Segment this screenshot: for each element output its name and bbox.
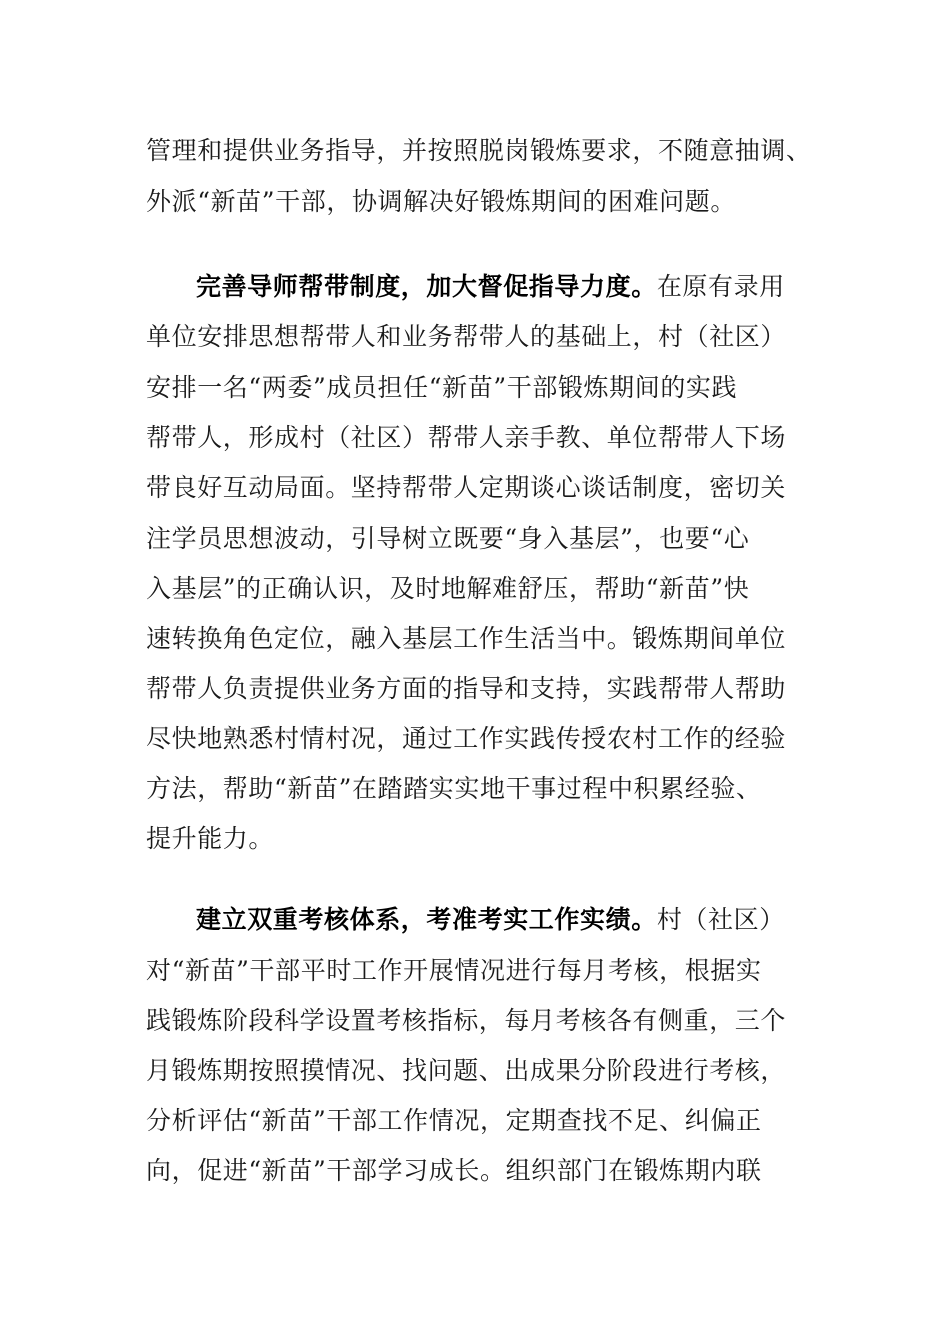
p3-line-5: 分析评估“新苗”干部工作情况，定期查找不足、纠偏正 <box>146 1106 762 1135</box>
p2-line-5: 带良好互动局面。坚持帮带人定期谈心谈话制度，密切关 <box>146 473 787 502</box>
p1-line-2: 外派“新苗”干部，协调解决好锻炼期间的困难问题。 <box>146 187 736 216</box>
p3-heading: 建立双重考核体系，考准考实工作实绩。 <box>196 905 657 934</box>
p3-line-1 <box>196 896 806 944</box>
p3-line-6: 向，促进“新苗”干部学习成长。组织部门在锻炼期内联 <box>146 1156 762 1185</box>
p2-line-9: 帮带人负责提供业务方面的指导和支持，实践帮带人帮助 <box>146 674 787 703</box>
p2-line-1-rest: 在原有录用 <box>656 272 785 301</box>
p2-line-8: 速转换角色定位，融入基层工作生活当中。锻炼期间单位 <box>146 624 787 653</box>
p2-line-10: 尽快地熟悉村情村况，通过工作实践传授农村工作的经验 <box>146 724 787 753</box>
p2-line-7: 入基层”的正确认识，及时地解难舒压，帮助“新苗”快 <box>146 574 750 603</box>
p2-line-11: 方法，帮助“新苗”在踏踏实实地干事过程中积累经验、 <box>146 774 762 803</box>
p3-line-1-rest: 村（社区） <box>656 905 785 934</box>
p2-line-6: 注学员思想波动，引导树立既要“身入基层”，也要“心 <box>146 524 750 553</box>
p2-heading: 完善导师帮带制度，加大督促指导力度。 <box>196 272 657 301</box>
p2-line-2: 单位安排思想帮带人和业务帮带人的基础上，村（社区） <box>146 322 787 351</box>
p2-line-12: 提升能力。 <box>146 824 275 853</box>
p3-line-4: 月锻炼期按照摸情况、找问题、出成果分阶段进行考核， <box>146 1056 787 1085</box>
p3-line-2: 对“新苗”干部平时工作开展情况进行每月考核，根据实 <box>146 956 762 985</box>
p2-line-4: 帮带人，形成村（社区）帮带人亲手教、单位帮带人下场 <box>146 423 787 452</box>
p2-line-1 <box>196 263 806 311</box>
p3-line-3: 践锻炼阶段科学设置考核指标，每月考核各有侧重，三个 <box>146 1006 787 1035</box>
p1-line-1: 管理和提供业务指导，并按照脱岗锻炼要求，不随意抽调、 <box>146 136 812 165</box>
p2-line-3: 安排一名“两委”成员担任“新苗”干部锻炼期间的实践 <box>146 373 738 402</box>
